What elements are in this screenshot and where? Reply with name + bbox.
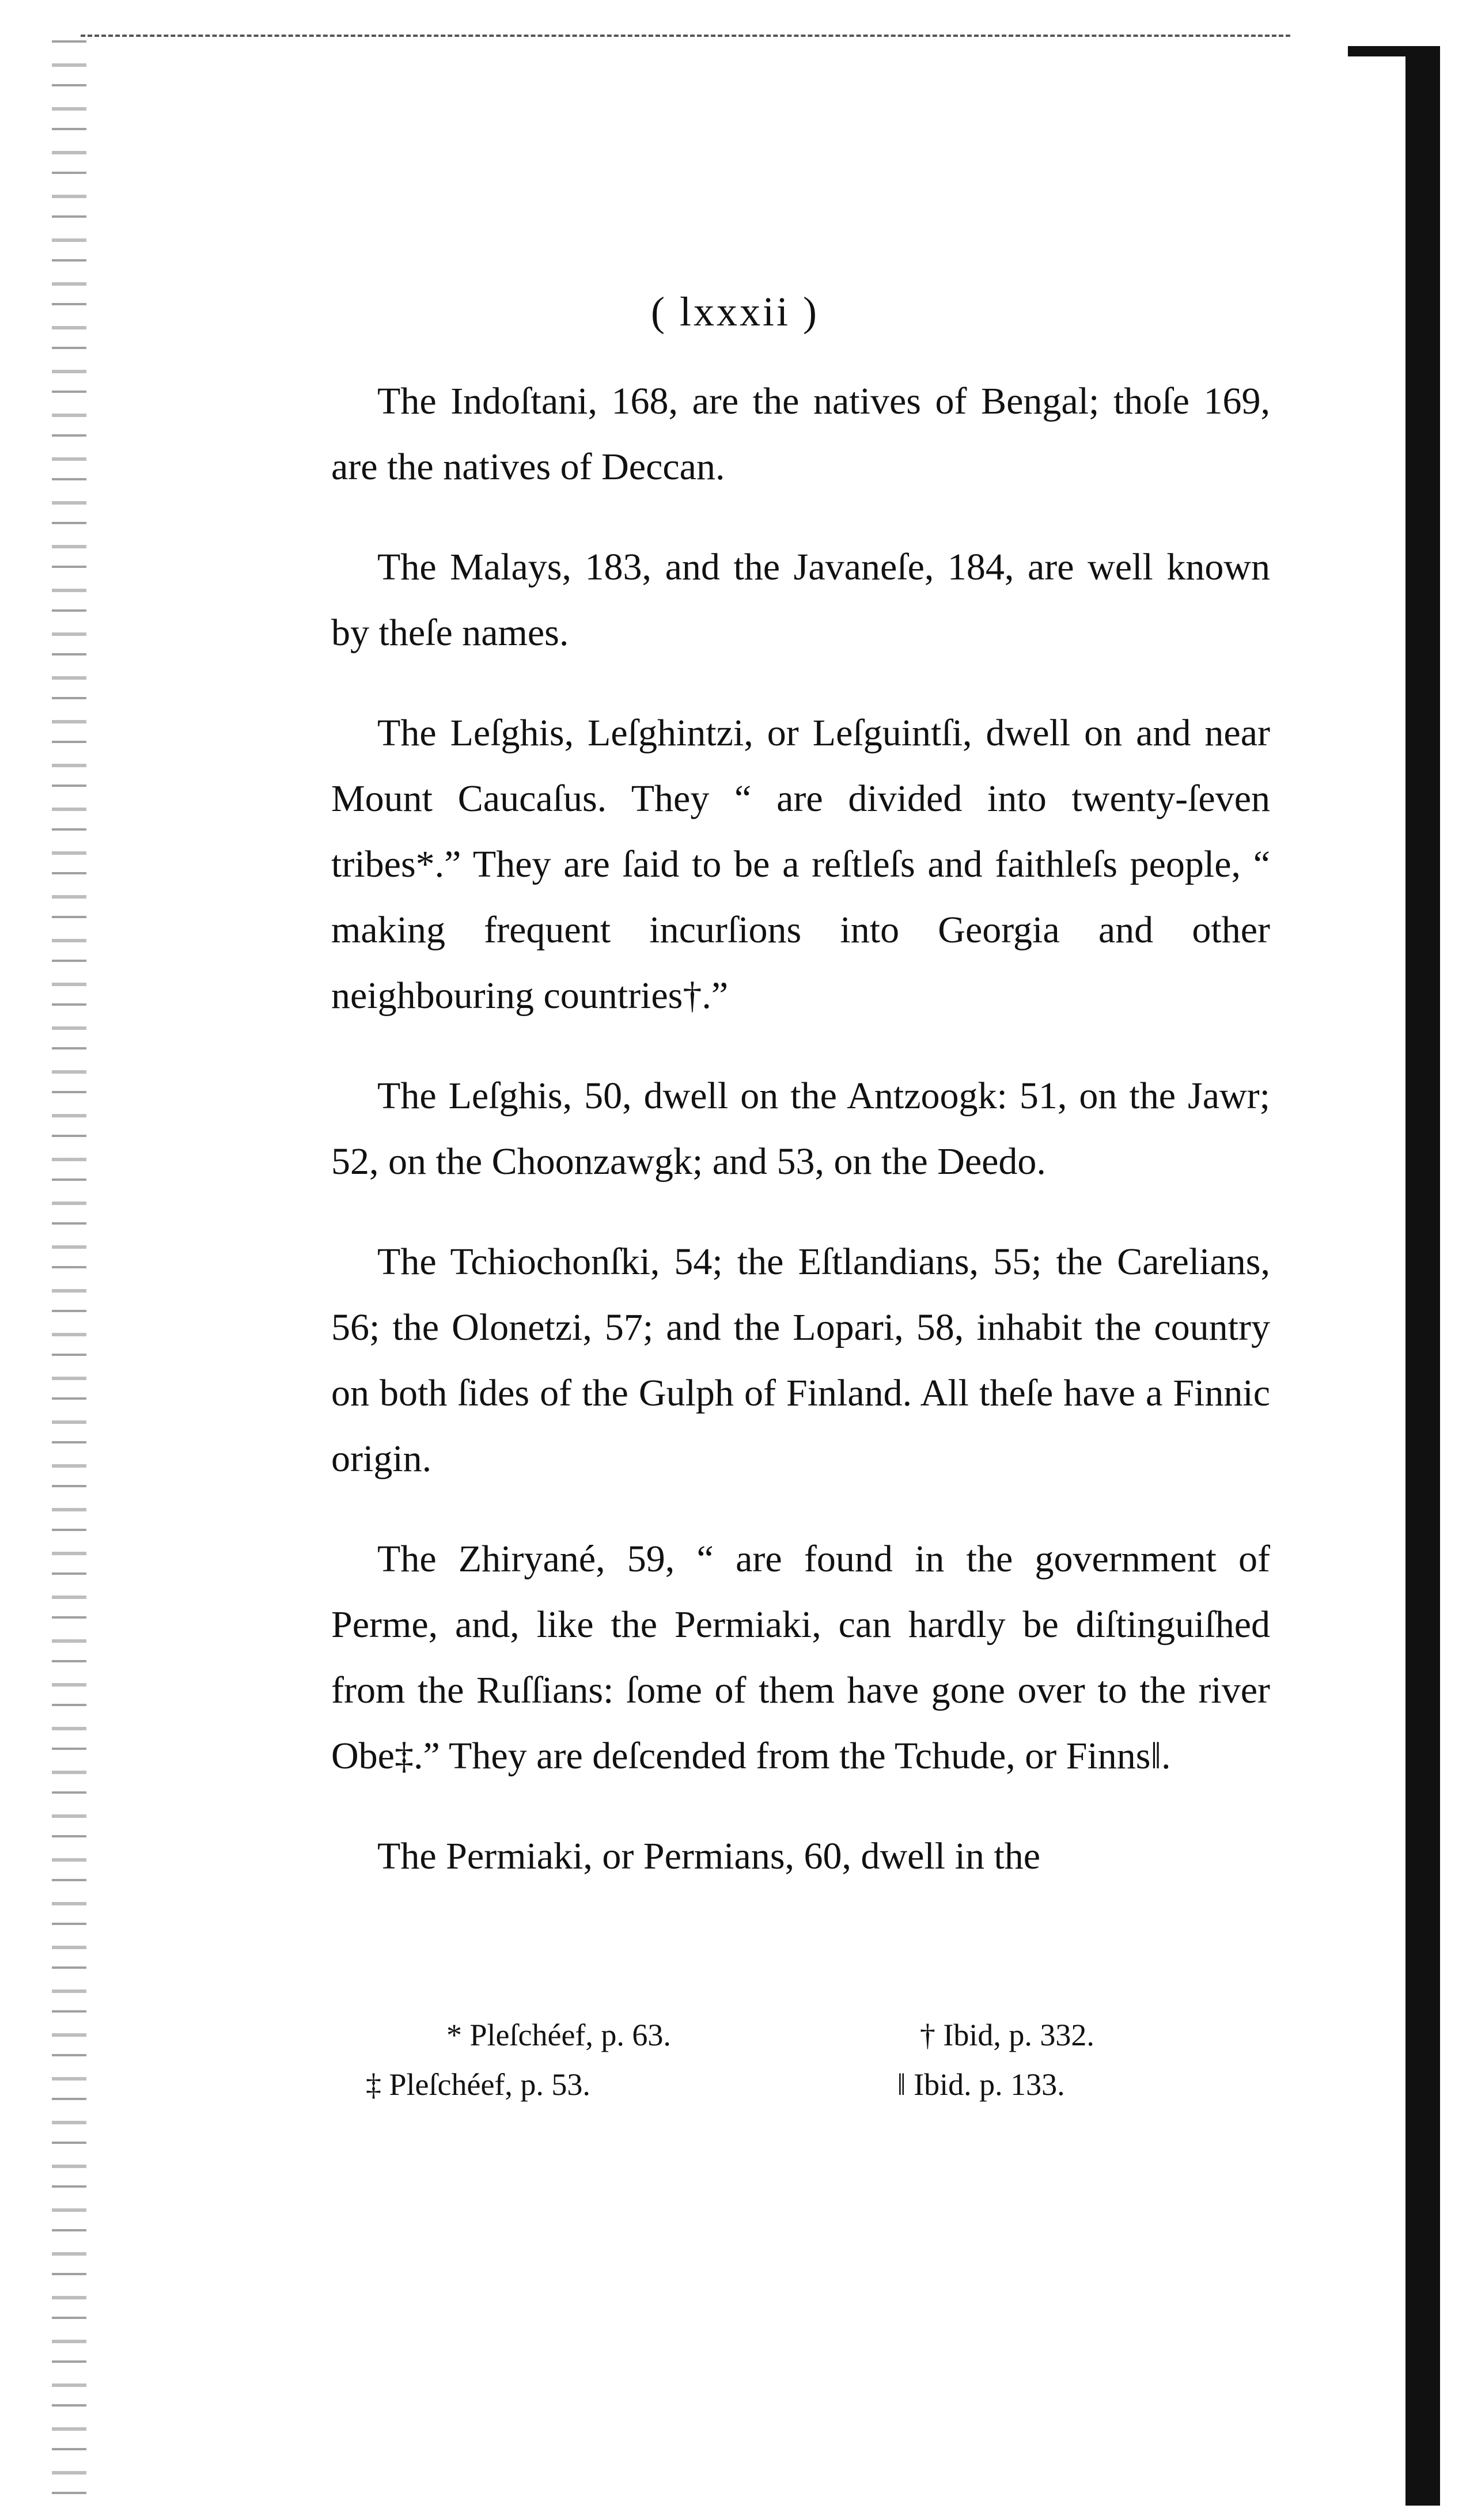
- paragraph-zhiryane: The Zhiryané, 59, “ are found in the government of Perme, and, like the Permiaki, can hardly be diſtinguiſhed from the Ruſſians: ſome of them have gone over to the river Obe‡.” They are deſcended from the Tchude, or Finns‖.: [331, 1538, 1270, 1777]
- paragraph-tchiochonski: The Tchiochonſki, 54; the Eſtlandians, 55; the Carelians, 56; the Olonetzi, 57; and the Lopari, 58, inhabit the country on both ſides of the Gulph of Finland. All theſe have a Finnic origin.: [331, 1241, 1270, 1480]
- footnote-parallel: ‖ Ibid. p. 133.: [897, 2067, 1065, 2102]
- page-number-header: ( lxxxii ): [651, 289, 819, 335]
- scan-binding-edge: [1405, 46, 1440, 2506]
- footnote-double-dagger: ‡ Pleſchéef, p. 53.: [366, 2067, 590, 2102]
- footnote-row: [331, 2010, 1270, 2060]
- footnote-dagger: † Ibid, p. 332.: [919, 2018, 1094, 2052]
- footnote-row: [331, 2060, 1270, 2109]
- paragraph-permiaki: The Permiaki, or Permians, 60, dwell in the: [377, 1835, 1041, 1877]
- scan-margin-noise: [52, 23, 86, 2500]
- footnote-asterisk: * Pleſchéef, p. 63.: [446, 2018, 671, 2052]
- footnotes: [331, 2010, 1270, 2109]
- paragraph-malays: The Malays, 183, and the Javaneſe, 184, are well known by theſe names.: [331, 546, 1270, 654]
- paragraph-lesghis-locations: The Leſghis, 50, dwell on the Antzoogk: 51, on the Jawr; 52, on the Choonzawgk; and 53, on the Deedo.: [331, 1075, 1270, 1183]
- paragraph-indostani: The Indoſtani, 168, are the natives of Bengal; thoſe 169, are the natives of Deccan.: [331, 380, 1270, 488]
- paragraph-lesghis-intro: The Leſghis, Leſghintzi, or Leſguintſi, dwell on and near Mount Caucaſus. They “ are divided into twenty-ſeven tribes*.” They are ſaid to be a reſtleſs and faithleſs people, “ making frequent incurſions into Georgia and other neighbouring countries†.”: [331, 712, 1270, 1017]
- body-text: [331, 369, 1270, 1889]
- scan-top-rule: [81, 35, 1290, 37]
